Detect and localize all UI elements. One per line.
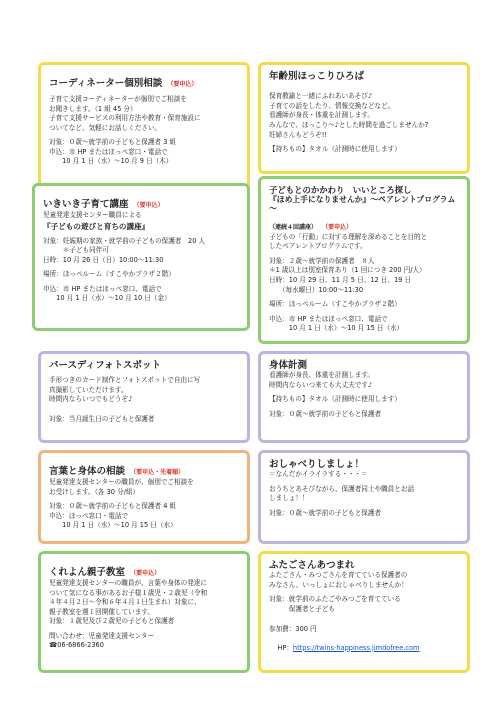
body-measurement-line: 看護師が身長、体重を計測します。 bbox=[269, 371, 374, 380]
kureyon-line: 児童発達支援センターの職員が、言葉や身体の発達に bbox=[49, 579, 207, 587]
parent-program-line: 対象：２歳～就学前の保護者 ８人 bbox=[269, 256, 375, 265]
speech-body-title-row bbox=[49, 459, 239, 478]
speech-body-line: 対象：０歳～就学前の子どもと保護者 4 組 bbox=[49, 502, 177, 511]
parent-program-series-tag: （連続４回講座） bbox=[269, 223, 318, 231]
oshaberi-line: ＝なんだかイライラする・・・＝ bbox=[269, 470, 368, 479]
ikiiki-line: 『子どもの遊びと育ちの講座』 bbox=[43, 221, 150, 231]
birthday-title: バースディフォトスポット bbox=[49, 360, 162, 371]
parent-program-line: 申込：市 HP またはほっぺ窓口、電話で bbox=[269, 314, 388, 323]
body-measurement-title: 身体計測 bbox=[269, 360, 308, 371]
coordinator-tag: （要申込） bbox=[167, 81, 198, 88]
ikiiki-title: いきいき子育て講座 bbox=[43, 199, 129, 210]
coordinator-line: 申込：市 HP またはほっぺ窓口・電話で bbox=[49, 147, 168, 156]
nenrei-line: 保育教諭と一緒にふれあいあそび♪ bbox=[269, 92, 373, 101]
twins-title: ふたごさんあつまれ bbox=[269, 560, 355, 571]
ikiiki-line: ＊子ども同伴可 bbox=[43, 246, 109, 255]
kureyon-class-box bbox=[38, 551, 250, 673]
twins-line: 保護者と子ども bbox=[269, 605, 335, 614]
coordinator-line: 対象：０歳～就学前の子どもと保護者 3 組 bbox=[49, 138, 177, 147]
coordinator-body bbox=[49, 95, 239, 167]
parent-program-title-2: 『ほめ上手になりませんか』～ペアレントプログラム～ bbox=[269, 195, 456, 214]
kureyon-line: 親子教室を週１回開催しています。 bbox=[49, 607, 154, 616]
kureyon-title: くれよん親子教室 bbox=[49, 567, 126, 578]
parent-program-title-1: 子どもとのかかわり いいところ探し bbox=[269, 185, 412, 195]
ikiiki-line: 児童発達支援センター職員による bbox=[43, 211, 142, 219]
parent-program-tags bbox=[269, 214, 459, 233]
coordinator-line: 10 月 1 日（水）～10 月 9 日（木） bbox=[49, 157, 173, 166]
speech-body-consult-box bbox=[38, 450, 250, 544]
nenrei-line: 看護師が身長・体重を計測します。 bbox=[269, 111, 374, 120]
coordinator-line: お聞きします。（1 組 45 分） bbox=[49, 104, 137, 113]
birthday-line: 時間内ならいつでもどうぞ♪ bbox=[49, 395, 133, 404]
speech-body-line: 児童発達支援センターの職員が、個別でご相談を bbox=[49, 478, 194, 486]
coordinator-line: 子育て支援サービスの利用方法や教育・保育施設に bbox=[49, 114, 201, 123]
twins-box bbox=[258, 551, 470, 673]
birthday-line: 対象：当月誕生日の子どもと保護者 bbox=[49, 415, 155, 424]
body-measurement-line: 時間内ならいつ来ても大丈夫です♪ bbox=[269, 380, 373, 389]
birthday-line: 真撮影していただけます。 bbox=[49, 385, 128, 394]
parent-program-line: 子どもの「行動」に対する理解を深めることを目的と bbox=[269, 232, 428, 241]
oshaberi-line: しましょ！！ bbox=[269, 494, 309, 503]
kureyon-line: 対象：１歳児及び２歳児の子どもと保護者 bbox=[49, 617, 175, 626]
twins-line: みなさん、いっしょにおしゃべりしませんか！ bbox=[269, 580, 408, 589]
coordinator-consultation-box bbox=[38, 62, 250, 190]
birthday-photo-box bbox=[38, 351, 250, 443]
kureyon-line: ４年４月２日～令和６年４月１日生まれ）対象に、 bbox=[49, 598, 201, 607]
coordinator-title-row bbox=[49, 71, 239, 90]
oshaberi-title: おしゃべりしましょ！ bbox=[269, 459, 365, 470]
twins-hp-link[interactable]: https://twins-happiness.jimdofree.com bbox=[292, 643, 420, 652]
speech-body-title: 言葉と身体の相談 bbox=[49, 466, 126, 477]
nenrei-line: 子育ての話をしたり、情報交換などなど。 bbox=[269, 101, 395, 110]
ikiiki-line: 場所：ほっぺルーム（すこやかプラザ２階） bbox=[43, 270, 175, 279]
nenrei-line: 妊婦さんもどうぞ!! bbox=[269, 130, 328, 139]
kureyon-line: 問い合わせ：児童発達支援センター bbox=[49, 631, 155, 640]
parent-program-line: したペアレントプログラムです。 bbox=[269, 242, 367, 251]
twins-hp-row bbox=[269, 634, 459, 663]
birthday-line: 手形つきのカード制作とフォトスポットで自由に写 bbox=[49, 376, 201, 385]
kureyon-title-row bbox=[49, 560, 239, 579]
speech-body-tag: （要申込・先着順） bbox=[130, 469, 185, 476]
ikiiki-line: 申込：市 HP またはほっぺ窓口、電話で bbox=[43, 284, 162, 293]
nenrei-line: 【持ちもの】タオル（計測時に使用します） bbox=[269, 145, 401, 154]
oshaberi-box bbox=[258, 450, 470, 544]
body-measurement-box bbox=[258, 351, 470, 443]
ikiiki-course-box bbox=[32, 183, 250, 331]
twins-line: ふたごさん・みつごさんを育てている保護者の bbox=[269, 571, 408, 580]
nenrei-line: みんなで、ほっこり～♪とした時間を過ごしませんか? bbox=[269, 121, 429, 130]
ikiiki-tag: （要申込） bbox=[133, 202, 164, 209]
coordinator-line: 子育て支援コーディネーターが個別でご相談を bbox=[49, 95, 187, 103]
speech-body-line: 10 月 1 日（水）～10 月 15 日（水） bbox=[49, 521, 177, 530]
ikiiki-line: 10 月 1 日（水）～10 月 10 日（金） bbox=[43, 294, 171, 303]
parent-program-box bbox=[258, 176, 470, 344]
parent-program-line: （毎水曜日）10:00～11:30 bbox=[269, 285, 364, 294]
twins-fee: 参加費：300 円 bbox=[269, 624, 317, 633]
kureyon-tag: （要申込） bbox=[130, 570, 161, 577]
kureyon-phone: ☎06-6866-2360 bbox=[49, 641, 104, 650]
body-measurement-line: 対象：０歳～就学前の子どもと保護者 bbox=[269, 410, 382, 419]
twins-line: 対象：就学前のふたごやみつごを育てている bbox=[269, 595, 401, 604]
body-measurement-line: 【持ちもの】タオル（計測時に使用します） bbox=[269, 395, 401, 404]
twins-hp-label: HP： bbox=[277, 643, 293, 652]
ikiiki-line: 対象：妊娠期の家族・就学前の子どもの保護者 20 人 bbox=[43, 236, 206, 245]
coordinator-line: ついてなど、気軽にお話しください。 bbox=[49, 123, 162, 132]
speech-body-line: お受けします。（各 30 分/組） bbox=[49, 487, 140, 496]
ikiiki-line: 日時：10 月 26 日（日）10:00～11:30 bbox=[43, 255, 164, 264]
coordinator-title: コーディネーター個別相談 bbox=[49, 78, 163, 89]
parent-program-apply-tag: （要申込） bbox=[322, 223, 353, 231]
nenrei-title: 年齢別ほっこりひろば bbox=[269, 71, 365, 82]
parent-program-line: 日時：10 月 29 日、11 月 5 日、12 日、19 日 bbox=[269, 275, 412, 284]
parent-program-line: 10 月 1 日（水）～10 月 15 日（水） bbox=[269, 324, 404, 333]
nenrei-hokkori-box bbox=[258, 62, 470, 174]
parent-program-line: ＊1 歳以上は別室保育あり（1 回につき 200 円/人） bbox=[269, 266, 426, 275]
parent-program-line: 場所：ほっぺルーム（すこやかプラザ２階） bbox=[269, 300, 401, 309]
oshaberi-line: 対象：０歳～就学前の子どもと保護者 bbox=[269, 509, 382, 518]
ikiiki-title-row bbox=[43, 192, 239, 211]
kureyon-line: ついて気になる事があるお子様１歳児・２歳児（令和 bbox=[49, 588, 208, 597]
oshaberi-line: おうちとあそびながら、保護者同士や職員とお話 bbox=[269, 484, 415, 493]
speech-body-line: 申込：ほっぺ窓口・電話で bbox=[49, 511, 129, 520]
